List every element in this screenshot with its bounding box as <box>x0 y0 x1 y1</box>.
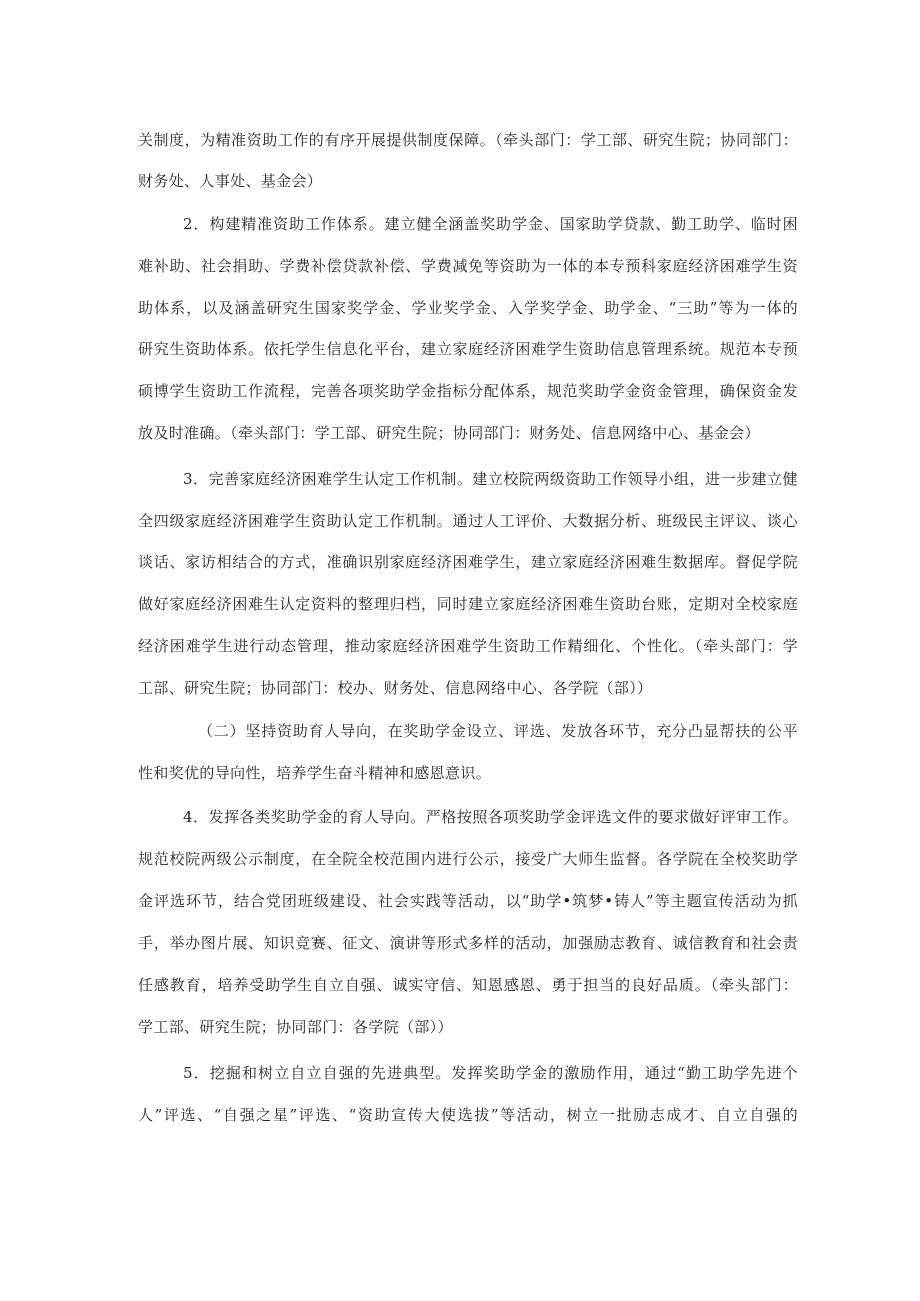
text-line: 人”评选、“自强之星”评选、“资助宣传大使选拔”等活动，树立一批励志成才、自立自强的 <box>138 1106 798 1124</box>
section-2-heading-line: （二）坚持资助育人导向，在奖助学金设立、评选、发放各环节，充分凸显帮扶的公平 <box>198 722 798 740</box>
text-line: 工部、研究生院；协同部门：校办、财务处、信息网络中心、各学院（部）） <box>138 679 653 697</box>
text-line: 全四级家庭经济困难学生资助认定工作机制。通过人工评价、大数据分析、班级民主评议、谈心 <box>138 512 798 530</box>
text-line: 助体系，以及涵盖研究生国家奖学金、学业奖学金、入学奖学金、助学金、“三助”等为一体的 <box>138 299 798 317</box>
item-4-heading-line: 4．发挥各类奖助学金的育人导向。严格按照各项奖助学金评选文件的要求做好评审工作。 <box>183 808 798 826</box>
text-line: 谈话、家访相结合的方式，准确识别家庭经济困难学生，建立家庭经济困难生数据库。督促学院 <box>138 553 798 571</box>
text-line: 关制度，为精准资助工作的有序开展提供制度保障。（牵头部门：学工部、研究生院；协同部门： <box>138 131 798 149</box>
text-line: 研究生资助体系。依托学生信息化平台，建立家庭经济困难学生资助信息管理系统。规范本专预 <box>138 340 798 358</box>
text-line: 硕博学生资助工作流程，完善各项奖助学金指标分配体系，规范奖助学金资金管理，确保资金发 <box>138 382 798 400</box>
item-3-heading-line: 3．完善家庭经济困难学生认定工作机制。建立校院两级资助工作领导小组，进一步建立健 <box>183 470 798 488</box>
item-5-heading-line: 5．挖掘和树立自立自强的先进典型。发挥奖助学金的激励作用，通过“勤工助学先进个 <box>183 1064 798 1082</box>
text-line: 任感教育，培养受助学生自立自强、诚实守信、知恩感恩、勇于担当的良好品质。（牵头部门： <box>138 976 798 994</box>
text-line: 手，举办图片展、知识竞赛、征文、演讲等形式多样的活动，加强励志教育、诚信教育和社会责 <box>138 934 798 952</box>
text-line: 财务处、人事处、基金会） <box>138 172 323 190</box>
text-line: 经济困难学生进行动态管理，推动家庭经济困难学生资助工作精细化、个性化。（牵头部门：学 <box>138 637 798 655</box>
text-line: 难补助、社会捐助、学费补偿贷款补偿、学费减免等资助为一体的本专预科家庭经济困难学生资 <box>138 257 798 275</box>
text-line: 学工部、研究生院；协同部门：各学院（部）） <box>138 1018 453 1036</box>
text-line: 放及时准确。（牵头部门：学工部、研究生院；协同部门：财务处、信息网络中心、基金会） <box>138 424 760 442</box>
text-line: 金评选环节，结合党团班级建设、社会实践等活动，以“助学•筑梦•铸人”等主题宣传活动为抓 <box>138 892 798 910</box>
text-line: 做好家庭经济困难生认定资料的整理归档，同时建立家庭经济困难生资助台账，定期对全校家庭 <box>138 595 798 613</box>
text-line: 规范校院两级公示制度，在全院全校范围内进行公示，接受广大师生监督。各学院在全校奖助学 <box>138 850 798 868</box>
item-2-heading-line: 2．构建精准资助工作体系。建立健全涵盖奖助学金、国家助学贷款、勤工助学、临时困 <box>183 215 798 233</box>
text-line: 性和奖优的导向性，培养学生奋斗精神和感恩意识。 <box>138 764 492 782</box>
